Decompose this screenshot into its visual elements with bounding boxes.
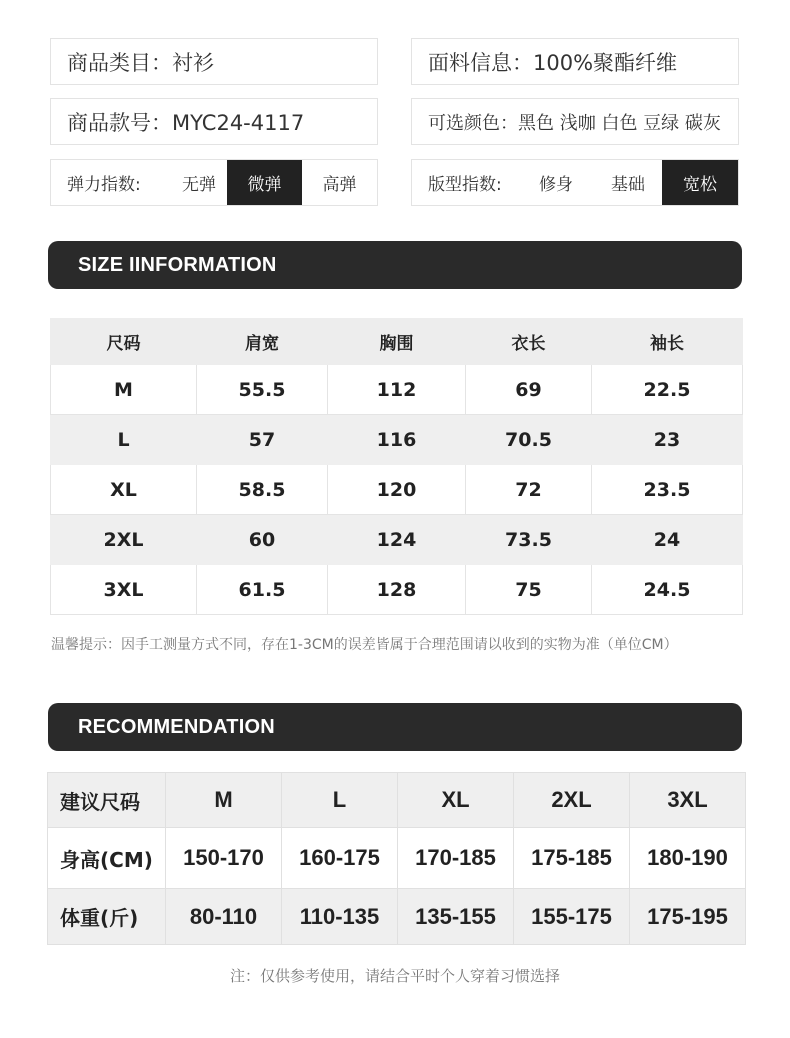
fit-scale	[411, 159, 739, 206]
size-table	[50, 318, 743, 615]
table-cell: 116	[328, 415, 466, 465]
header-shoulder: 肩宽	[197, 319, 328, 365]
product-fabric: 面料信息：100%聚酯纤维	[411, 38, 739, 85]
table-cell: 2XL	[51, 515, 197, 565]
product-model: 商品款号：MYC24-4117	[50, 98, 378, 145]
table-cell: L	[282, 773, 398, 828]
fit-option-regular: 基础	[611, 175, 645, 195]
table-cell: 23.5	[592, 465, 743, 515]
table-cell: 70.5	[466, 415, 592, 465]
table-cell: 24.5	[592, 565, 743, 615]
table-cell: 175-195	[630, 889, 746, 945]
table-row	[51, 515, 743, 565]
table-cell: 身高(CM)	[48, 828, 166, 889]
table-cell: M	[51, 365, 197, 415]
table-cell: 175-185	[514, 828, 630, 889]
product-colors: 可选颜色：黑色 浅咖 白色 豆绿 碳灰	[411, 98, 739, 145]
table-cell: 135-155	[398, 889, 514, 945]
table-cell: 75	[466, 565, 592, 615]
table-cell: M	[166, 773, 282, 828]
table-cell: XL	[398, 773, 514, 828]
table-cell: 60	[197, 515, 328, 565]
table-cell: 120	[328, 465, 466, 515]
table-row	[48, 828, 746, 889]
recommendation-table	[47, 772, 746, 945]
table-row	[48, 889, 746, 945]
header-size: 尺码	[51, 319, 197, 365]
header-sleeve: 袖长	[592, 319, 743, 365]
table-cell: 150-170	[166, 828, 282, 889]
table-cell: 建议尺码	[48, 773, 166, 828]
table-cell: 23	[592, 415, 743, 465]
table-row	[51, 465, 743, 515]
table-cell: L	[51, 415, 197, 465]
table-cell: 55.5	[197, 365, 328, 415]
table-cell: 128	[328, 565, 466, 615]
fit-option-loose: 宽松	[662, 160, 738, 205]
fit-label: 版型指数:	[428, 175, 502, 195]
header-chest: 胸围	[328, 319, 466, 365]
table-cell: 58.5	[197, 465, 328, 515]
elasticity-option-none: 无弹	[182, 175, 216, 195]
size-note: 温馨提示：因手工测量方式不同，存在1-3CM的误差皆属于合理范围请以收到的实物为准（单位CM）	[51, 637, 678, 653]
recommendation-header	[48, 773, 746, 828]
table-cell: 61.5	[197, 565, 328, 615]
elasticity-label: 弹力指数:	[67, 175, 141, 195]
table-row	[51, 565, 743, 615]
table-cell: 体重(斤)	[48, 889, 166, 945]
table-cell: 24	[592, 515, 743, 565]
table-cell: 3XL	[51, 565, 197, 615]
fit-option-slim: 修身	[539, 175, 573, 195]
table-row	[51, 365, 743, 415]
recommendation-note: 注：仅供参考使用，请结合平时个人穿着习惯选择	[229, 967, 560, 985]
table-cell: 112	[328, 365, 466, 415]
table-cell: 155-175	[514, 889, 630, 945]
table-cell: 73.5	[466, 515, 592, 565]
header-length: 衣长	[466, 319, 592, 365]
table-cell: XL	[51, 465, 197, 515]
elasticity-scale	[50, 159, 378, 206]
table-cell: 110-135	[282, 889, 398, 945]
size-table-header	[51, 319, 743, 365]
table-cell: 22.5	[592, 365, 743, 415]
elasticity-option-high: 高弹	[322, 175, 357, 195]
elasticity-option-slight: 微弹	[227, 160, 302, 205]
table-cell: 160-175	[282, 828, 398, 889]
table-row	[51, 415, 743, 465]
product-category: 商品类目：衬衫	[50, 38, 378, 85]
table-cell: 124	[328, 515, 466, 565]
recommendation-banner: RECOMMENDATION	[48, 703, 742, 751]
table-cell: 69	[466, 365, 592, 415]
table-cell: 180-190	[630, 828, 746, 889]
table-cell: 80-110	[166, 889, 282, 945]
table-cell: 3XL	[630, 773, 746, 828]
size-info-banner: SIZE IINFORMATION	[48, 241, 742, 289]
table-cell: 57	[197, 415, 328, 465]
table-cell: 72	[466, 465, 592, 515]
table-cell: 2XL	[514, 773, 630, 828]
table-cell: 170-185	[398, 828, 514, 889]
